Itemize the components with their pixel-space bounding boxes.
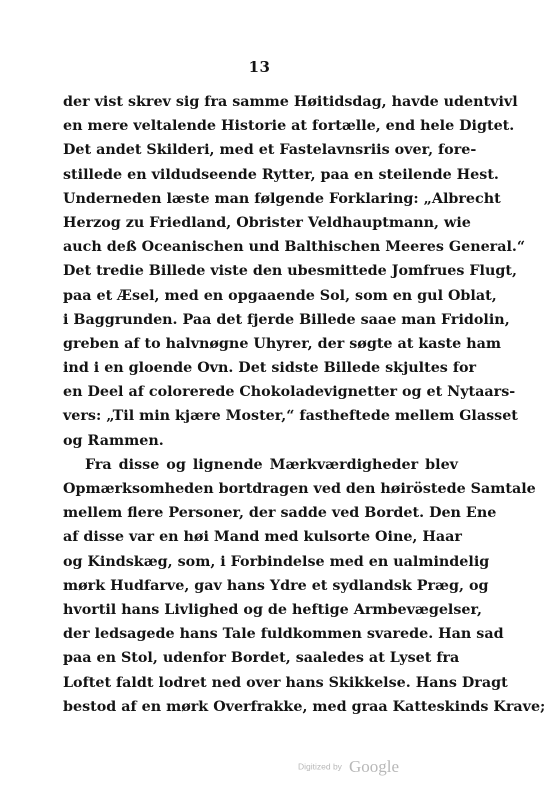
text-line: og Kindskæg, som, i Forbindelse med en ualmindelig xyxy=(63,553,490,570)
paragraph-2 xyxy=(63,453,545,719)
text-line: Fra disse og lignende Mærkværdigheder blev xyxy=(85,456,458,473)
text-line: der ledsagede hans Tale fuldkommen svarede. Han sad xyxy=(63,626,504,643)
text-line: Det tredie Billede viste den ubesmittede Jomfrues Flugt, xyxy=(63,263,517,280)
text-line: vers: „Til min kjære Moster,“ fastheftede mellem Glasset xyxy=(63,408,518,425)
text-line: en Deel af colorerede Chokoladevignetter og et Nytaars- xyxy=(63,384,516,401)
text-line: en mere veltalende Historie at fortælle, end hele Digtet. xyxy=(63,118,515,135)
text-line: Opmærksomheden bortdragen ved den høiröstede Samtale xyxy=(63,481,536,497)
text-line: i Baggrunden. Paa det fjerde Billede saae man Fridolin, xyxy=(63,311,510,328)
text-line: paa en Stol, udenfor Bordet, saaledes at Lyset fra xyxy=(63,650,460,667)
watermark-prefix: Digitized by xyxy=(298,761,342,772)
text-line: auch deß Oceanischen und Balthischen Meeres General.“ xyxy=(63,239,526,256)
text-line: greben af to halvnøgne Uhyrer, der søgte at kaste ham xyxy=(63,335,502,352)
text-line: paa et Æsel, med en opgaaende Sol, som en gul Oblat, xyxy=(63,287,497,304)
text-line: mellem flere Personer, der sadde ved Bordet. Den Ene xyxy=(63,505,497,522)
text-line: ind i en gloende Ovn. Det sidste Billede skjultes for xyxy=(63,360,477,377)
text-line: hvortil hans Livlighed og de heftige Armbevægelser, xyxy=(63,601,482,618)
text-line: af disse var en høi Mand med kulsorte Oine, Haar xyxy=(63,529,462,546)
text-line: Loftet faldt lodret ned over hans Skikkelse. Hans Dragt xyxy=(63,674,508,691)
text-line: Underneden læste man følgende Forklaring: „Albrecht xyxy=(63,190,501,207)
text-line: stillede en vildudseende Rytter, paa en steilende Hest. xyxy=(63,166,499,183)
text-line: og Rammen. xyxy=(63,432,164,449)
text-line: der vist skrev sig fra samme Høitidsdag, havde udentvivl xyxy=(63,94,518,110)
paragraph-1 xyxy=(63,90,526,453)
google-logo: Google xyxy=(349,756,400,776)
page-number: 13 xyxy=(248,58,271,76)
body-text xyxy=(63,90,545,719)
text-line: bestod af en mørk Overfrakke, med graa Katteskinds Krave; xyxy=(63,698,545,715)
text-line: Herzog zu Friedland, Obrister Veldhauptmann, wie xyxy=(63,214,471,231)
text-line: mørk Hudfarve, gav hans Ydre et sydlandsk Præg, og xyxy=(63,577,489,594)
digitized-watermark xyxy=(298,756,399,777)
text-line: Det andet Skilderi, med et Fastelavnsriis over, fore- xyxy=(63,142,477,159)
